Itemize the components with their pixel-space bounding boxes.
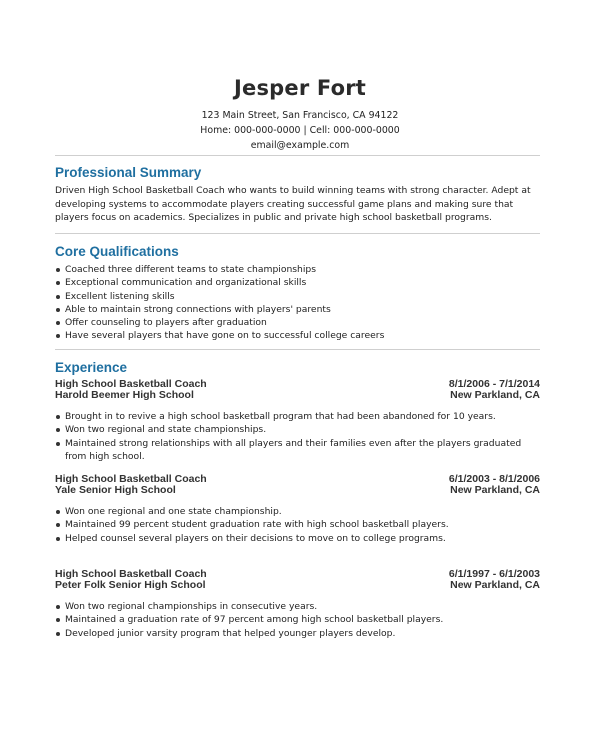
- job-bullets: [55, 410, 540, 463]
- job-school: Peter Folk Senior High School: [55, 579, 206, 591]
- contact-block: [0, 108, 600, 153]
- job-dates: 6/1/2003 - 8/1/2006: [448, 473, 540, 485]
- job-entry: [55, 568, 540, 640]
- list-item: Have several players that have gone on to successful college careers: [55, 329, 540, 342]
- job-role: High School Basketball Coach: [55, 568, 207, 580]
- job-header: [55, 378, 540, 402]
- list-item: Maintained 99 percent student graduation rate with high school basketball players.: [55, 518, 540, 531]
- resume-header: [0, 76, 600, 153]
- address-line: 123 Main Street, San Francisco, CA 94122: [201, 110, 399, 121]
- job-entry: [55, 473, 540, 545]
- list-item: Maintained a graduation rate of 97 percent among high school basketball players.: [55, 613, 540, 626]
- job-dates: 6/1/1997 - 6/1/2003: [448, 568, 540, 580]
- summary-text: Driven High School Basketball Coach who wants to build winning teams with strong character. Adept at developing systems to accommodate players creating successful game plans and making sure that players focus on academics. Specializes in public and private high school basketball programs.: [55, 185, 531, 223]
- job-entry: [55, 378, 540, 463]
- divider: [55, 155, 540, 156]
- list-item: Won one regional and one state championship.: [55, 505, 540, 518]
- list-item: Brought in to revive a high school basketball program that had been abandoned for 10 years.: [55, 410, 540, 423]
- job-bullets: [55, 505, 540, 545]
- experience-heading: Experience: [55, 360, 128, 375]
- job-role: High School Basketball Coach: [55, 473, 207, 485]
- divider: [55, 233, 540, 234]
- qualifications-section: [55, 244, 540, 343]
- list-item: Excellent listening skills: [55, 290, 540, 303]
- list-item: Offer counseling to players after graduation: [55, 316, 540, 329]
- job-school: Yale Senior High School: [55, 484, 176, 496]
- phone-line: Home: 000-000-0000 | Cell: 000-000-0000: [200, 125, 400, 136]
- job-role: High School Basketball Coach: [55, 378, 207, 390]
- job-school: Harold Beemer High School: [55, 389, 194, 401]
- list-item: Helped counsel several players on their decisions to move on to college programs.: [55, 532, 540, 545]
- summary-heading: Professional Summary: [55, 165, 202, 180]
- job-header: [55, 568, 540, 592]
- qualifications-heading: Core Qualifications: [55, 244, 179, 259]
- list-item: Developed junior varsity program that helped younger players develop.: [55, 627, 540, 640]
- job-bullets: [55, 600, 540, 640]
- experience-section: [55, 360, 540, 376]
- list-item: Exceptional communication and organizational skills: [55, 276, 540, 289]
- email-line: email@example.com: [250, 140, 350, 151]
- job-location: New Parkland, CA: [450, 579, 540, 591]
- list-item: Coached three different teams to state championships: [55, 263, 540, 276]
- job-header: [55, 473, 540, 497]
- list-item: Won two regional and state championships.: [55, 423, 540, 436]
- list-item: Won two regional championships in consecutive years.: [55, 600, 540, 613]
- job-location: New Parkland, CA: [450, 484, 540, 496]
- list-item: Able to maintain strong connections with players' parents: [55, 303, 540, 316]
- job-dates: 8/1/2006 - 7/1/2014: [448, 378, 540, 390]
- divider: [55, 349, 540, 350]
- list-item: Maintained strong relationships with all players and their families even after the players graduated from high school.: [55, 437, 540, 464]
- summary-section: [55, 165, 540, 225]
- qualifications-list: [55, 263, 540, 343]
- job-location: New Parkland, CA: [450, 389, 540, 401]
- candidate-name: Jesper Fort: [233, 76, 366, 100]
